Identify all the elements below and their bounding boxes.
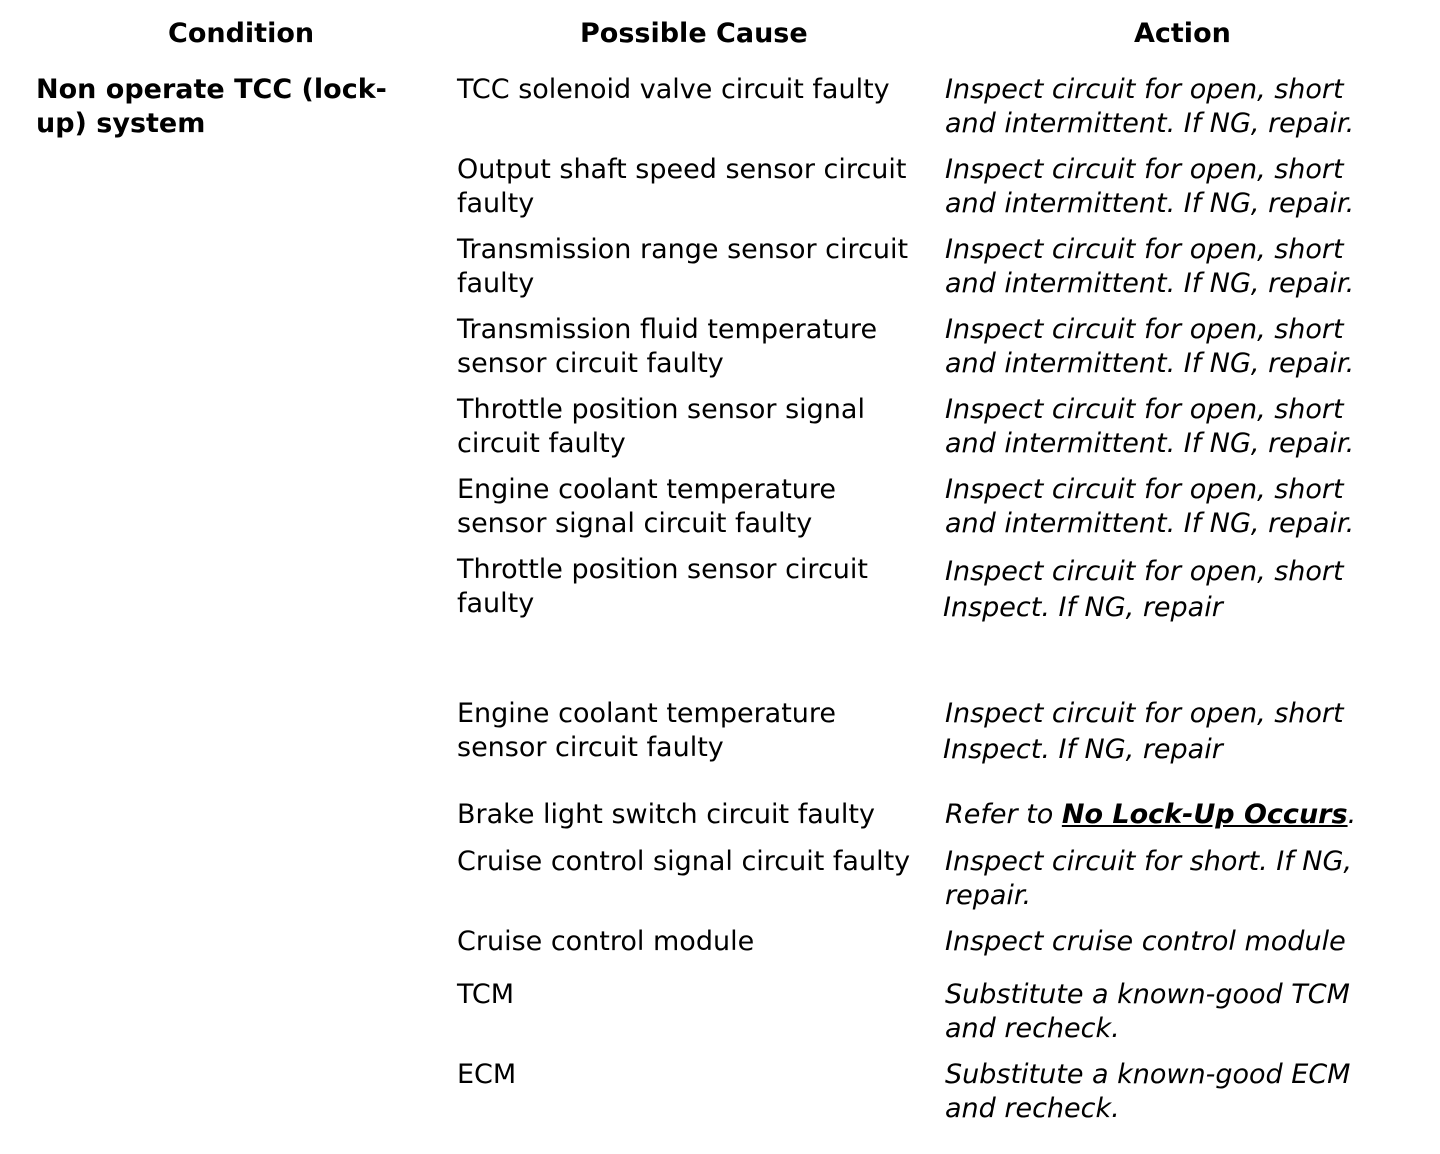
action-line: and intermittent. If NG, repair.: [945, 508, 1355, 539]
action-line: Inspect circuit for short. If NG,: [945, 846, 1352, 877]
cause-cell: [457, 233, 937, 301]
cause-cell: [457, 798, 937, 832]
cause-line: Engine coolant temperature: [457, 474, 837, 505]
action-line: Substitute a known-good TCM: [945, 979, 1350, 1010]
action-line: and intermittent. If NG, repair.: [945, 188, 1355, 219]
condition-cell: [36, 73, 436, 141]
action-line: and recheck.: [945, 1013, 1120, 1044]
action-line: and recheck.: [945, 1093, 1120, 1124]
action-line: Inspect circuit for open, short: [945, 394, 1344, 425]
cause-line: circuit faulty: [457, 428, 626, 459]
cause-cell: [457, 313, 937, 381]
cause-line: Throttle position sensor circuit: [457, 554, 868, 585]
action-cell: [945, 978, 1425, 1046]
action-line: Inspect cruise control module: [945, 926, 1346, 957]
action-prefix: Refer to: [945, 799, 1062, 830]
action-cell: [945, 697, 1425, 767]
action-suffix: .: [1347, 799, 1357, 830]
cause-line: Output shaft speed sensor circuit: [457, 154, 907, 185]
action-line: Substitute a known-good ECM: [945, 1059, 1351, 1090]
cause-cell: [457, 697, 937, 765]
action-line: Inspect. If NG, repair: [943, 592, 1223, 623]
action-line: Inspect circuit for open, short: [945, 474, 1344, 505]
cause-line: sensor signal circuit faulty: [457, 508, 813, 539]
cause-line: sensor circuit faulty: [457, 732, 724, 763]
action-cell: [945, 393, 1425, 461]
cause-cell: [457, 393, 937, 461]
header-possible-cause: Possible Cause: [580, 18, 808, 49]
cause-cell: [457, 1058, 937, 1092]
action-line: Inspect circuit for open, short: [945, 556, 1344, 587]
cause-line: faulty: [457, 588, 535, 619]
action-cell: [945, 845, 1425, 913]
action-line: Inspect circuit for open, short: [945, 154, 1344, 185]
action-cell: [945, 555, 1425, 625]
action-line: [945, 798, 1425, 832]
cause-cell: [457, 153, 937, 221]
cause-line: Cruise control module: [457, 926, 755, 957]
cause-line: Brake light switch circuit faulty: [457, 799, 875, 830]
action-line: Inspect circuit for open, short: [945, 234, 1344, 265]
cause-line: Transmission range sensor circuit: [457, 234, 909, 265]
header-condition: Condition: [168, 18, 315, 49]
action-line: and intermittent. If NG, repair.: [945, 428, 1355, 459]
action-line: Inspect circuit for open, short: [945, 74, 1344, 105]
cause-line: Engine coolant temperature: [457, 698, 837, 729]
action-cell: [945, 798, 1425, 832]
condition-line: up) system: [36, 108, 206, 139]
action-line: Inspect circuit for open, short: [945, 314, 1344, 345]
action-cell: [945, 73, 1425, 141]
cause-line: TCC solenoid valve circuit faulty: [457, 74, 890, 105]
cause-line: Cruise control signal circuit faulty: [457, 846, 911, 877]
action-cell: [945, 473, 1425, 541]
action-line: and intermittent. If NG, repair.: [945, 268, 1355, 299]
action-line: repair.: [945, 880, 1032, 911]
action-cell: [945, 153, 1425, 221]
cause-line: Throttle position sensor signal: [457, 394, 865, 425]
action-line: Inspect. If NG, repair: [943, 734, 1223, 765]
cause-cell: [457, 925, 937, 959]
cause-line: sensor circuit faulty: [457, 348, 724, 379]
action-cell: [945, 313, 1425, 381]
cause-cell: [457, 978, 937, 1012]
action-cell: [945, 925, 1425, 959]
cause-line: ECM: [457, 1059, 517, 1090]
cause-cell: [457, 473, 937, 541]
action-line: and intermittent. If NG, repair.: [945, 108, 1355, 139]
no-lock-up-occurs-link[interactable]: No Lock-Up Occurs: [1061, 799, 1348, 830]
cause-line: faulty: [457, 188, 535, 219]
cause-line: faulty: [457, 268, 535, 299]
cause-cell: [457, 73, 937, 107]
cause-cell: [457, 553, 937, 621]
action-line: Inspect circuit for open, short: [945, 698, 1344, 729]
cause-line: Transmission fluid temperature: [457, 314, 878, 345]
condition-line: Non operate TCC (lock-: [36, 74, 387, 105]
header-action: Action: [1134, 18, 1231, 49]
cause-line: TCM: [457, 979, 515, 1010]
action-line: and intermittent. If NG, repair.: [945, 348, 1355, 379]
action-cell: [945, 1058, 1425, 1126]
cause-cell: [457, 845, 937, 879]
action-cell: [945, 233, 1425, 301]
